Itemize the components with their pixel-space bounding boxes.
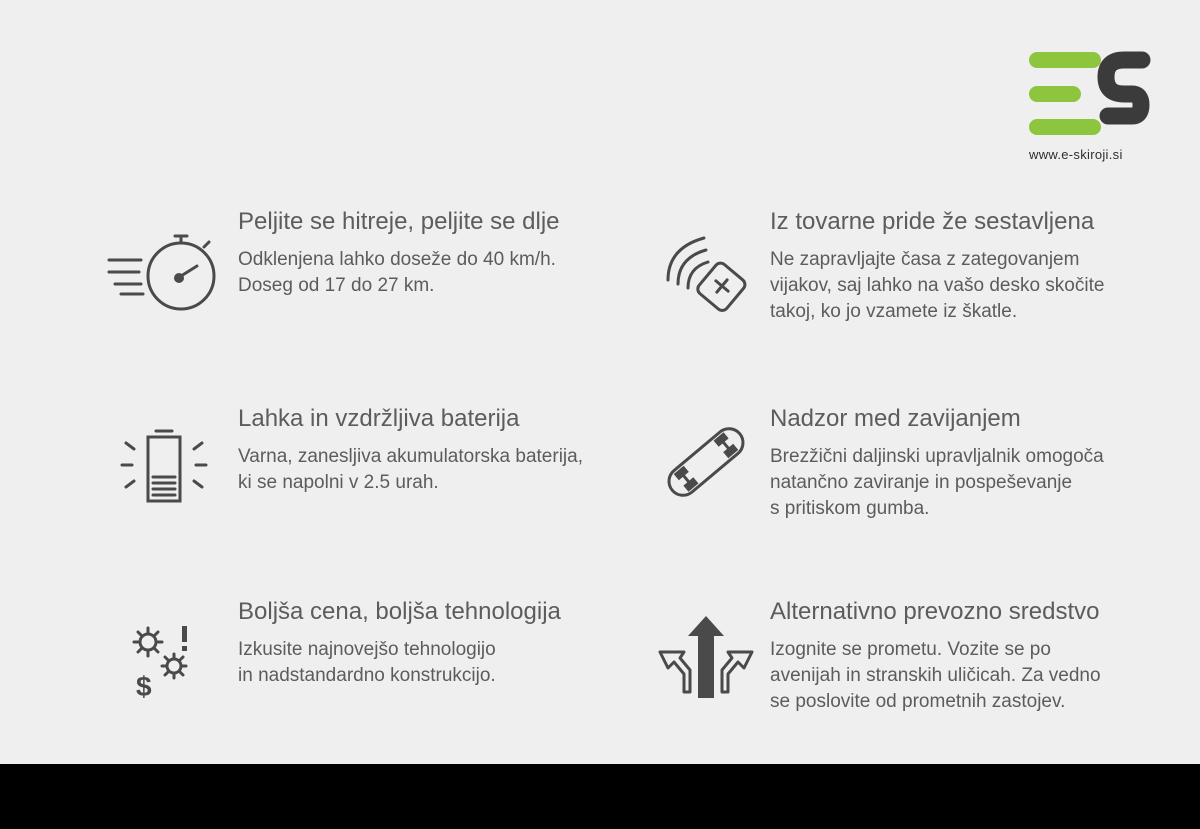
remote-control-icon	[660, 228, 755, 318]
feature-text: Ne zapravljajte časa z zategovanjem vijakov, saj lahko na vašo desko skočite takoj, ko jo vzamete iz škatle.	[770, 249, 1105, 322]
website-url[interactable]: www.e-skiroji.si	[1029, 147, 1123, 162]
feature-title: Iz tovarne pride že sestavljena	[770, 208, 1095, 235]
feature-text: Izkusite najnovejšo tehnologijo in nadstandardno konstrukcijo.	[238, 639, 496, 686]
feature-text: Odklenjena lahko doseže do 40 km/h. Doseg od 17 do 27 km.	[238, 249, 556, 296]
feature-text: Izognite se prometu. Vozite se po avenijah in stranskih uličicah. Za vedno se poslovite od prometnih zastojev.	[770, 639, 1101, 712]
feature-title: Boljša cena, boljša tehnologija	[238, 598, 561, 625]
feature-text: Brezžični daljinski upravljalnik omogoča natančno zaviranje in pospeševanje s pritiskom gumba.	[770, 446, 1104, 519]
svg-text:$: $	[136, 671, 152, 700]
feature-title: Nadzor med zavijanjem	[770, 405, 1021, 432]
feature-text: Varna, zanesljiva akumulatorska baterija, ki se napolni v 2.5 urah.	[238, 446, 583, 493]
arrows-icon	[656, 612, 756, 702]
brand-logo[interactable]	[1026, 48, 1156, 168]
feature-title: Peljite se hitreje, peljite se dlje	[238, 208, 560, 235]
footer-bar	[0, 764, 1200, 829]
gears-dollar-icon	[130, 620, 200, 700]
battery-icon	[118, 425, 208, 510]
feature-title: Lahka in vzdržljiva baterija	[238, 405, 520, 432]
feature-title: Alternativno prevozno sredstvo	[770, 598, 1100, 625]
es-logo-icon	[1026, 48, 1156, 140]
skateboard-icon	[660, 420, 752, 505]
stopwatch-icon	[105, 228, 220, 318]
